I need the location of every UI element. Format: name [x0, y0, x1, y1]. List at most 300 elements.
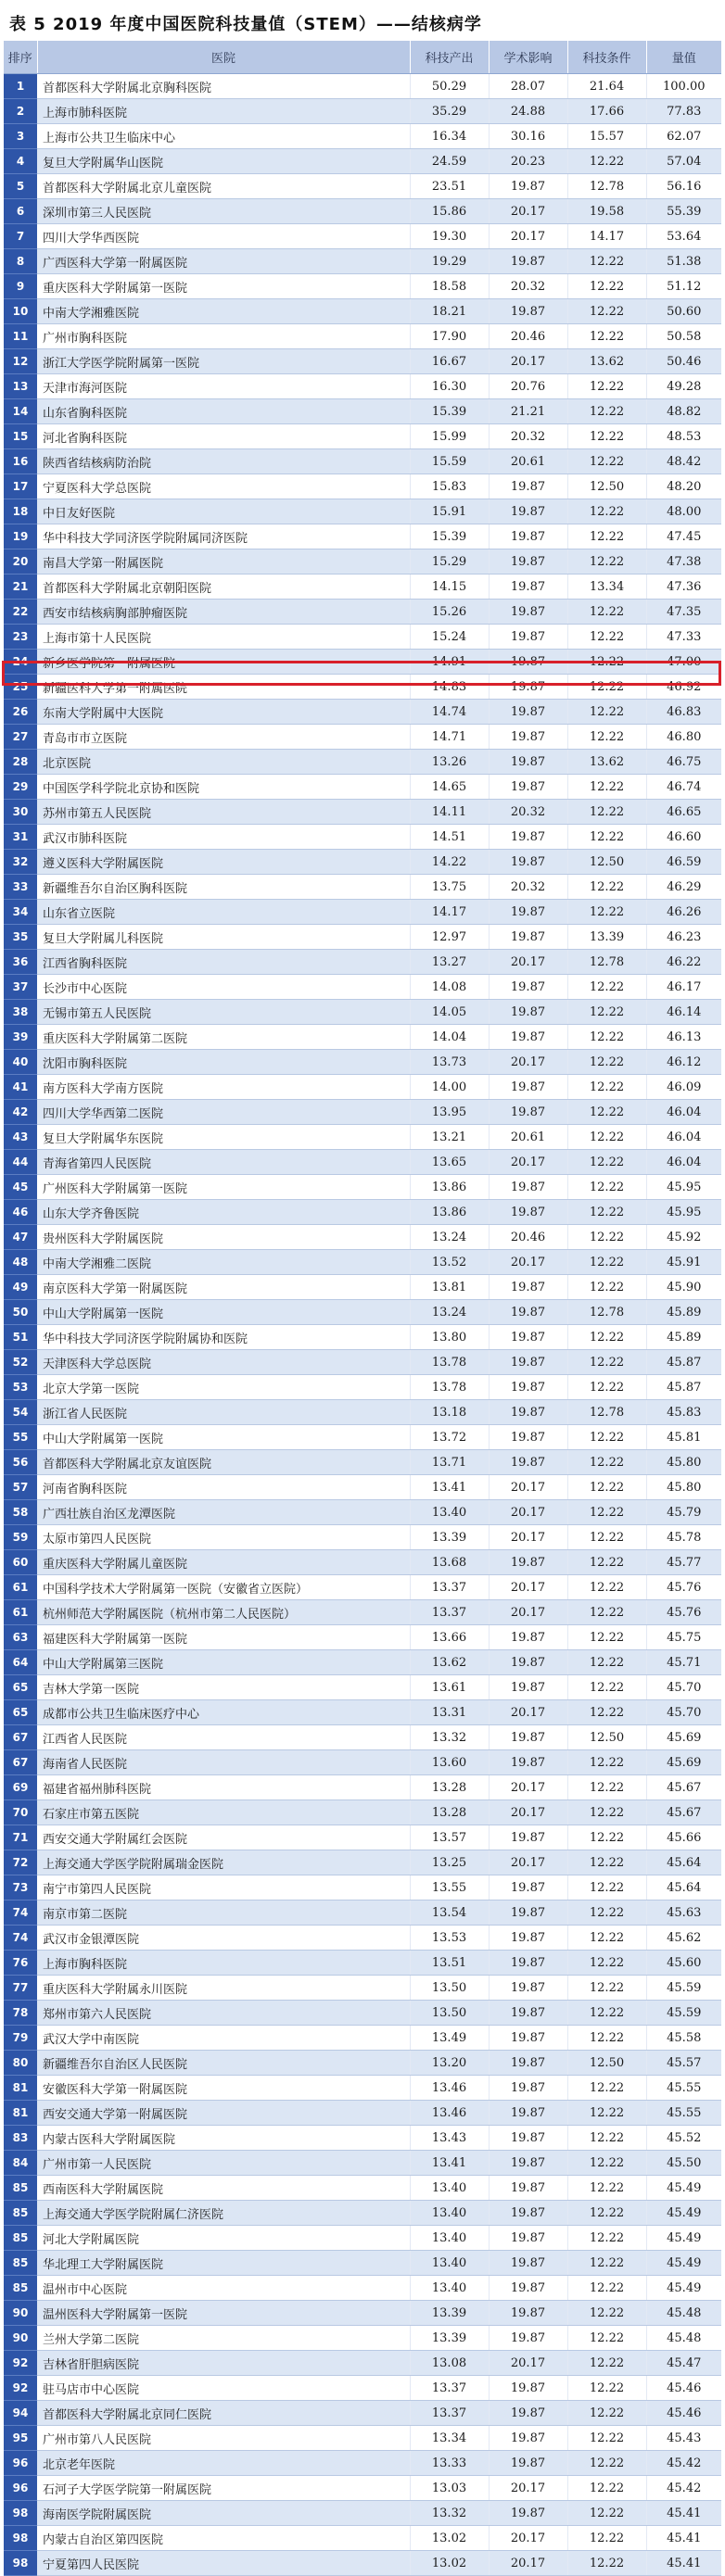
hospital-cell: 武汉市金银潭医院: [37, 1926, 410, 1951]
output-cell: 13.86: [410, 1200, 489, 1225]
hospital-cell: 石河子大学医学院第一附属医院: [37, 2476, 410, 2501]
table-row: [4, 1575, 721, 1600]
hospital-cell: 深圳市第三人民医院: [37, 199, 410, 224]
conditions-cell: 12.50: [567, 850, 646, 875]
table-row: [4, 1425, 721, 1450]
conditions-cell: 12.22: [567, 1200, 646, 1225]
output-cell: 35.29: [410, 99, 489, 124]
impact-cell: 19.87: [489, 2326, 567, 2351]
table-row: [4, 1450, 721, 1475]
table-row: [4, 2326, 721, 2351]
output-cell: 13.20: [410, 2051, 489, 2076]
impact-cell: 19.87: [489, 1325, 567, 1350]
rank-cell: 28: [4, 750, 37, 775]
conditions-cell: 12.22: [567, 1825, 646, 1850]
hospital-cell: 河南省胸科医院: [37, 1475, 410, 1500]
impact-cell: 19.87: [489, 2401, 567, 2426]
rank-cell: 10: [4, 299, 37, 324]
impact-cell: 19.87: [489, 2376, 567, 2401]
header-hospital: 医院: [37, 41, 410, 74]
output-cell: 14.04: [410, 1025, 489, 1050]
table-row: [4, 1675, 721, 1700]
hospital-cell: 南方医科大学南方医院: [37, 1075, 410, 1100]
hospital-cell: 复旦大学附属华东医院: [37, 1125, 410, 1150]
impact-cell: 19.87: [489, 1450, 567, 1475]
output-cell: 15.26: [410, 600, 489, 625]
rank-cell: 57: [4, 1475, 37, 1500]
hospital-cell: 山东省胸科医院: [37, 399, 410, 424]
header-rank: 排序: [4, 41, 37, 74]
score-cell: 45.95: [646, 1175, 721, 1200]
hospital-cell: 首都医科大学附属北京胸科医院: [37, 74, 410, 99]
output-cell: 15.29: [410, 549, 489, 575]
table-row: [4, 1825, 721, 1850]
conditions-cell: 17.66: [567, 99, 646, 124]
output-cell: 13.37: [410, 2376, 489, 2401]
output-cell: 13.32: [410, 1725, 489, 1750]
output-cell: 14.17: [410, 900, 489, 925]
rank-cell: 71: [4, 1825, 37, 1850]
hospital-cell: 石家庄市第五医院: [37, 1800, 410, 1825]
rank-cell: 72: [4, 1850, 37, 1875]
output-cell: 13.40: [410, 2176, 489, 2201]
rank-cell: 1: [4, 74, 37, 99]
output-cell: 13.60: [410, 1750, 489, 1775]
table-row: [4, 1926, 721, 1951]
output-cell: 13.03: [410, 2476, 489, 2501]
impact-cell: 19.87: [489, 2026, 567, 2051]
output-cell: 15.39: [410, 524, 489, 549]
output-cell: 13.37: [410, 1600, 489, 1625]
score-cell: 45.57: [646, 2051, 721, 2076]
impact-cell: 20.17: [489, 2476, 567, 2501]
output-cell: 13.66: [410, 1625, 489, 1650]
impact-cell: 20.61: [489, 449, 567, 474]
impact-cell: 20.17: [489, 349, 567, 374]
conditions-cell: 12.22: [567, 875, 646, 900]
output-cell: 13.28: [410, 1800, 489, 1825]
hospital-cell: 四川大学华西第二医院: [37, 1100, 410, 1125]
conditions-cell: 12.22: [567, 1375, 646, 1400]
output-cell: 15.24: [410, 625, 489, 650]
output-cell: 13.81: [410, 1275, 489, 1300]
conditions-cell: 12.22: [567, 1875, 646, 1900]
score-cell: 46.92: [646, 675, 721, 700]
score-cell: 50.60: [646, 299, 721, 324]
score-cell: 45.70: [646, 1675, 721, 1700]
hospital-cell: 安徽医科大学第一附属医院: [37, 2076, 410, 2101]
score-cell: 45.43: [646, 2426, 721, 2451]
impact-cell: 19.87: [489, 499, 567, 524]
table-row: [4, 474, 721, 499]
hospital-cell: 中南大学湘雅二医院: [37, 1250, 410, 1275]
table-row: [4, 1525, 721, 1550]
rank-cell: 64: [4, 1650, 37, 1675]
rank-cell: 65: [4, 1675, 37, 1700]
conditions-cell: 12.22: [567, 1500, 646, 1525]
impact-cell: 20.17: [489, 1050, 567, 1075]
score-cell: 45.59: [646, 1976, 721, 2001]
conditions-cell: 12.22: [567, 1325, 646, 1350]
score-cell: 45.58: [646, 2026, 721, 2051]
score-cell: 46.60: [646, 825, 721, 850]
score-cell: 45.50: [646, 2151, 721, 2176]
impact-cell: 19.87: [489, 600, 567, 625]
score-cell: 45.49: [646, 2276, 721, 2301]
hospital-cell: 山东省立医院: [37, 900, 410, 925]
table-row: [4, 349, 721, 374]
conditions-cell: 12.22: [567, 2276, 646, 2301]
hospital-cell: 新疆医科大学第一附属医院: [37, 675, 410, 700]
table-row: [4, 2051, 721, 2076]
rank-cell: 25: [4, 675, 37, 700]
hospital-cell: 杭州师范大学附属医院（杭州市第二人民医院）: [37, 1600, 410, 1625]
hospital-cell: 福建省福州肺科医院: [37, 1775, 410, 1800]
rank-cell: 44: [4, 1150, 37, 1175]
output-cell: 13.34: [410, 2426, 489, 2451]
conditions-cell: 12.22: [567, 2301, 646, 2326]
table-row: [4, 1500, 721, 1525]
table-row: [4, 1775, 721, 1800]
rank-cell: 98: [4, 2501, 37, 2526]
score-cell: 45.89: [646, 1300, 721, 1325]
impact-cell: 20.32: [489, 875, 567, 900]
hospital-cell: 东南大学附属中大医院: [37, 700, 410, 725]
conditions-cell: 12.22: [567, 1800, 646, 1825]
conditions-cell: 12.22: [567, 1125, 646, 1150]
impact-cell: 20.17: [489, 1775, 567, 1800]
impact-cell: 19.87: [489, 1725, 567, 1750]
score-cell: 46.59: [646, 850, 721, 875]
output-cell: 13.39: [410, 1525, 489, 1550]
conditions-cell: 15.57: [567, 124, 646, 149]
rank-cell: 58: [4, 1500, 37, 1525]
hospital-cell: 南昌大学第一附属医院: [37, 549, 410, 575]
output-cell: 13.40: [410, 2226, 489, 2251]
impact-cell: 19.87: [489, 2451, 567, 2476]
hospital-cell: 重庆医科大学附属第二医院: [37, 1025, 410, 1050]
rank-cell: 19: [4, 524, 37, 549]
impact-cell: 19.87: [489, 2301, 567, 2326]
output-cell: 13.41: [410, 2151, 489, 2176]
score-cell: 45.47: [646, 2351, 721, 2376]
score-cell: 45.79: [646, 1500, 721, 1525]
hospital-cell: 浙江省人民医院: [37, 1400, 410, 1425]
impact-cell: 20.32: [489, 274, 567, 299]
hospital-cell: 复旦大学附属儿科医院: [37, 925, 410, 950]
impact-cell: 30.16: [489, 124, 567, 149]
impact-cell: 19.87: [489, 1675, 567, 1700]
hospital-cell: 南宁市第四人民医院: [37, 1875, 410, 1900]
hospital-cell: 新疆维吾尔自治区人民医院: [37, 2051, 410, 2076]
hospital-cell: 首都医科大学附属北京儿童医院: [37, 174, 410, 199]
hospital-cell: 北京医院: [37, 750, 410, 775]
output-cell: 13.39: [410, 2326, 489, 2351]
hospital-cell: 北京老年医院: [37, 2451, 410, 2476]
score-cell: 46.04: [646, 1100, 721, 1125]
impact-cell: 19.87: [489, 2501, 567, 2526]
conditions-cell: 12.22: [567, 1100, 646, 1125]
rank-cell: 74: [4, 1926, 37, 1951]
hospital-cell: 天津市海河医院: [37, 374, 410, 399]
conditions-cell: 12.22: [567, 1575, 646, 1600]
output-cell: 13.49: [410, 2026, 489, 2051]
score-cell: 48.42: [646, 449, 721, 474]
score-cell: 45.49: [646, 2251, 721, 2276]
table-row: [4, 825, 721, 850]
output-cell: 14.65: [410, 775, 489, 800]
rank-cell: 11: [4, 324, 37, 349]
hospital-cell: 北京大学第一医院: [37, 1375, 410, 1400]
conditions-cell: 12.78: [567, 174, 646, 199]
conditions-cell: 12.50: [567, 2051, 646, 2076]
rank-cell: 85: [4, 2176, 37, 2201]
conditions-cell: 12.22: [567, 274, 646, 299]
output-cell: 13.27: [410, 950, 489, 975]
output-cell: 13.71: [410, 1450, 489, 1475]
output-cell: 13.40: [410, 2276, 489, 2301]
table-row: [4, 775, 721, 800]
impact-cell: 19.87: [489, 900, 567, 925]
hospital-cell: 太原市第四人民医院: [37, 1525, 410, 1550]
hospital-cell: 南京市第二医院: [37, 1900, 410, 1926]
rank-cell: 21: [4, 575, 37, 600]
rank-cell: 29: [4, 775, 37, 800]
rank-cell: 32: [4, 850, 37, 875]
score-cell: 45.42: [646, 2451, 721, 2476]
impact-cell: 20.17: [489, 1250, 567, 1275]
impact-cell: 19.87: [489, 2426, 567, 2451]
impact-cell: 20.17: [489, 1475, 567, 1500]
score-cell: 45.71: [646, 1650, 721, 1675]
table-row: [4, 950, 721, 975]
impact-cell: 19.87: [489, 625, 567, 650]
table-row: [4, 1550, 721, 1575]
score-cell: 45.42: [646, 2476, 721, 2501]
table-row: [4, 2201, 721, 2226]
impact-cell: 19.87: [489, 1650, 567, 1675]
score-cell: 45.76: [646, 1575, 721, 1600]
score-cell: 48.20: [646, 474, 721, 499]
conditions-cell: 12.22: [567, 1275, 646, 1300]
table-row: [4, 149, 721, 174]
output-cell: 14.51: [410, 825, 489, 850]
hospital-cell: 上海市第十人民医院: [37, 625, 410, 650]
table-row: [4, 2101, 721, 2126]
table-body: [4, 74, 721, 2576]
conditions-cell: 12.22: [567, 1075, 646, 1100]
output-cell: 13.32: [410, 2501, 489, 2526]
output-cell: 14.74: [410, 700, 489, 725]
score-cell: 50.46: [646, 349, 721, 374]
hospital-cell: 首都医科大学附属北京友谊医院: [37, 1450, 410, 1475]
table-row: [4, 2151, 721, 2176]
table-row: [4, 850, 721, 875]
output-cell: 13.40: [410, 1500, 489, 1525]
impact-cell: 24.88: [489, 99, 567, 124]
hospital-cell: 复旦大学附属华山医院: [37, 149, 410, 174]
impact-cell: 19.87: [489, 1951, 567, 1976]
conditions-cell: 12.22: [567, 600, 646, 625]
rank-cell: 20: [4, 549, 37, 575]
impact-cell: 19.87: [489, 1350, 567, 1375]
table-row: [4, 2251, 721, 2276]
output-cell: 13.31: [410, 1700, 489, 1725]
rank-cell: 34: [4, 900, 37, 925]
conditions-cell: 12.22: [567, 524, 646, 549]
impact-cell: 19.87: [489, 1075, 567, 1100]
rank-cell: 15: [4, 424, 37, 449]
impact-cell: 19.87: [489, 775, 567, 800]
score-cell: 77.83: [646, 99, 721, 124]
conditions-cell: 12.22: [567, 1050, 646, 1075]
impact-cell: 20.17: [489, 950, 567, 975]
output-cell: 13.08: [410, 2351, 489, 2376]
table-row: [4, 2226, 721, 2251]
hospital-cell: 中国科学技术大学附属第一医院（安徽省立医院）: [37, 1575, 410, 1600]
conditions-cell: 12.22: [567, 900, 646, 925]
impact-cell: 20.46: [489, 324, 567, 349]
impact-cell: 19.87: [489, 1550, 567, 1575]
hospital-cell: 上海市肺科医院: [37, 99, 410, 124]
table-row: [4, 2126, 721, 2151]
hospital-cell: 中山大学附属第一医院: [37, 1425, 410, 1450]
hospital-cell: 广州市第八人民医院: [37, 2426, 410, 2451]
table-row: [4, 2501, 721, 2526]
table-row: [4, 1400, 721, 1425]
output-cell: 13.80: [410, 1325, 489, 1350]
rank-cell: 41: [4, 1075, 37, 1100]
table-row: [4, 1150, 721, 1175]
output-cell: 14.22: [410, 850, 489, 875]
output-cell: 13.95: [410, 1100, 489, 1125]
conditions-cell: 12.22: [567, 2526, 646, 2551]
impact-cell: 20.61: [489, 1125, 567, 1150]
table-title: 表 5 2019 年度中国医院科技量值（STEM）——结核病学: [9, 15, 482, 34]
hospital-cell: 驻马店市中心医院: [37, 2376, 410, 2401]
conditions-cell: 12.22: [567, 1650, 646, 1675]
output-cell: 13.72: [410, 1425, 489, 1450]
conditions-cell: 12.22: [567, 299, 646, 324]
impact-cell: 19.87: [489, 2251, 567, 2276]
output-cell: 13.37: [410, 2401, 489, 2426]
table-row: [4, 1800, 721, 1825]
output-cell: 13.25: [410, 1850, 489, 1875]
impact-cell: 28.07: [489, 74, 567, 99]
output-cell: 24.59: [410, 149, 489, 174]
output-cell: 12.97: [410, 925, 489, 950]
score-cell: 45.55: [646, 2101, 721, 2126]
conditions-cell: 12.22: [567, 1550, 646, 1575]
rank-cell: 23: [4, 625, 37, 650]
table-row: [4, 1350, 721, 1375]
table-row: [4, 524, 721, 549]
header-impact: 学术影响: [489, 41, 567, 74]
output-cell: 13.78: [410, 1350, 489, 1375]
rank-cell: 13: [4, 374, 37, 399]
output-cell: 16.67: [410, 349, 489, 374]
hospital-cell: 上海市胸科医院: [37, 1951, 410, 1976]
score-cell: 46.17: [646, 975, 721, 1000]
impact-cell: 19.87: [489, 700, 567, 725]
conditions-cell: 12.22: [567, 2451, 646, 2476]
score-cell: 46.12: [646, 1050, 721, 1075]
score-cell: 46.22: [646, 950, 721, 975]
output-cell: 15.39: [410, 399, 489, 424]
conditions-cell: 12.22: [567, 2401, 646, 2426]
output-cell: 13.53: [410, 1926, 489, 1951]
score-cell: 45.95: [646, 1200, 721, 1225]
impact-cell: 19.87: [489, 1875, 567, 1900]
table-row: [4, 975, 721, 1000]
rank-cell: 53: [4, 1375, 37, 1400]
table-row: [4, 199, 721, 224]
rank-cell: 81: [4, 2076, 37, 2101]
table-row: [4, 249, 721, 274]
table-row: [4, 875, 721, 900]
hospital-cell: 华北理工大学附属医院: [37, 2251, 410, 2276]
table-row: [4, 1200, 721, 1225]
hospital-cell: 长沙市中心医院: [37, 975, 410, 1000]
impact-cell: 19.87: [489, 725, 567, 750]
table-row: [4, 1125, 721, 1150]
impact-cell: 19.87: [489, 1300, 567, 1325]
output-cell: 13.40: [410, 2251, 489, 2276]
hospital-cell: 郑州市第六人民医院: [37, 2001, 410, 2026]
table-header: [4, 41, 721, 74]
table-row: [4, 575, 721, 600]
conditions-cell: 12.22: [567, 625, 646, 650]
output-cell: 15.99: [410, 424, 489, 449]
hospital-cell: 广州市胸科医院: [37, 324, 410, 349]
conditions-cell: 12.22: [567, 2351, 646, 2376]
conditions-cell: 12.22: [567, 2201, 646, 2226]
impact-cell: 19.87: [489, 249, 567, 274]
conditions-cell: 12.22: [567, 800, 646, 825]
table-row: [4, 2276, 721, 2301]
impact-cell: 21.21: [489, 399, 567, 424]
rank-cell: 9: [4, 274, 37, 299]
conditions-cell: 12.22: [567, 2426, 646, 2451]
conditions-cell: 12.22: [567, 2551, 646, 2576]
rank-cell: 98: [4, 2551, 37, 2576]
rank-cell: 85: [4, 2201, 37, 2226]
score-cell: 45.67: [646, 1800, 721, 1825]
impact-cell: 19.87: [489, 1825, 567, 1850]
conditions-cell: 12.22: [567, 1926, 646, 1951]
hospital-cell: 天津医科大学总医院: [37, 1350, 410, 1375]
hospital-cell: 上海交通大学医学院附属瑞金医院: [37, 1850, 410, 1875]
hospital-cell: 四川大学华西医院: [37, 224, 410, 249]
rank-cell: 67: [4, 1725, 37, 1750]
conditions-cell: 12.50: [567, 474, 646, 499]
output-cell: 50.29: [410, 74, 489, 99]
score-cell: 45.48: [646, 2326, 721, 2351]
table-row: [4, 625, 721, 650]
hospital-cell: 中国医学科学院北京协和医院: [37, 775, 410, 800]
impact-cell: 19.87: [489, 850, 567, 875]
output-cell: 13.02: [410, 2551, 489, 2576]
hospital-cell: 温州医科大学附属第一医院: [37, 2301, 410, 2326]
table-row: [4, 374, 721, 399]
hospital-cell: 重庆医科大学附属第一医院: [37, 274, 410, 299]
table-row: [4, 1600, 721, 1625]
hospital-cell: 内蒙古自治区第四医院: [37, 2526, 410, 2551]
rank-cell: 54: [4, 1400, 37, 1425]
output-cell: 13.33: [410, 2451, 489, 2476]
impact-cell: 19.87: [489, 2101, 567, 2126]
output-cell: 17.90: [410, 324, 489, 349]
